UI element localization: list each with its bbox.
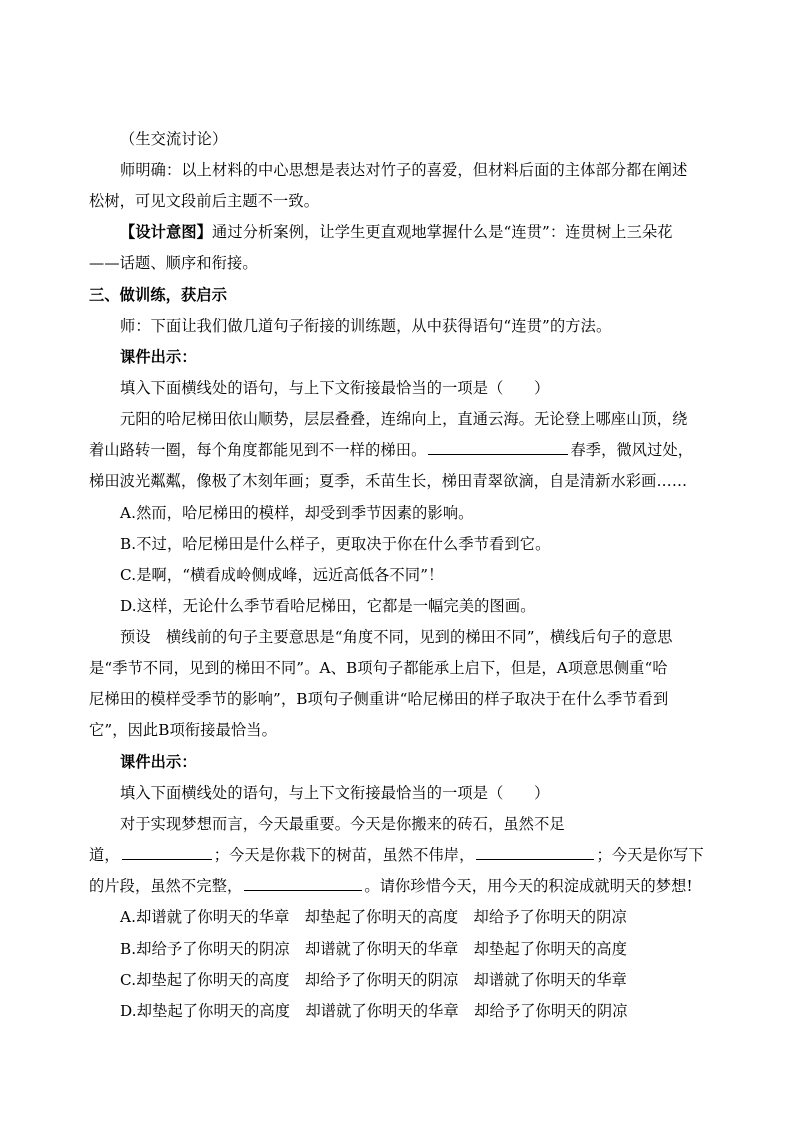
paragraph-line: 松树，可见文段前后主题不一致。 <box>89 192 320 210</box>
text-segment: 着山路转一圈，每个角度都能见到不一样的梯田。 <box>89 441 427 459</box>
courseware-label: 课件出示： <box>120 348 197 366</box>
fill-blank <box>122 845 212 860</box>
paragraph-line: 师明确：以上材料的中心思想是表达对竹子的喜爱，但材料后面的主体部分都在阐述 <box>120 161 688 179</box>
courseware-label: 课件出示： <box>120 753 197 771</box>
fill-blank <box>428 440 568 455</box>
question-prompt: 填入下面横线处的语句，与上下文衔接最恰当的一项是（ ） <box>120 379 550 397</box>
option-b: B.不过，哈尼梯田是什么样子，更取决于你在什么季节看到它。 <box>120 535 551 553</box>
answer-analysis-line: 是“季节不同，见到的梯田不同”。A、B项句子都能承上启下，但是，A项意思侧重“哈 <box>89 659 668 677</box>
fill-blank <box>476 845 594 860</box>
paragraph-line: 对于实现梦想而言，今天最重要。今天是你搬来的砖石，虽然不足 <box>120 815 565 833</box>
fill-blank <box>244 876 362 891</box>
section-heading: 三、做训练，获启示 <box>89 286 228 304</box>
option-c: C.是啊，“横看成岭侧成峰，远近高低各不同”！ <box>120 566 444 584</box>
paragraph-line: 师：下面让我们做几道句子衔接的训练题，从中获得语句“连贯”的方法。 <box>120 317 612 335</box>
text-segment: ；今天是你写下 <box>596 846 704 864</box>
paragraph-line <box>89 440 719 460</box>
answer-analysis-line: 尼梯田的模样受季节的影响”，B项句子侧重讲“哈尼梯田的样子取决于在什么季节看到 <box>89 690 669 708</box>
text-segment: 道， <box>89 846 120 864</box>
paragraph-line: （生交流讨论） <box>120 130 228 148</box>
answer-analysis-line: 预设 横线前的句子主要意思是“角度不同，见到的梯田不同”，横线后句子的意思 <box>120 628 673 646</box>
design-intent-text: 通过分析案例，让学生更直观地掌握什么是“连贯”：连贯树上三朵花 <box>212 223 673 241</box>
option-d: D.却垫起了你明天的高度 却谱就了你明天的华章 却给予了你明天的阴凉 <box>120 1002 628 1020</box>
design-intent-line <box>120 222 750 242</box>
design-intent-label: 【设计意图】 <box>120 223 213 241</box>
paragraph-line: 梯田波光粼粼，像极了木刻年画；夏季，禾苗生长，梯田青翠欲滴，自是清新水彩画…… <box>89 472 688 490</box>
option-a: A.然而，哈尼梯田的模样，却受到季节因素的影响。 <box>120 504 474 522</box>
text-segment: 的片段，虽然不完整， <box>89 877 243 895</box>
option-b: B.却给予了你明天的阴凉 却谱就了你明天的华章 却垫起了你明天的高度 <box>120 940 628 958</box>
paragraph-line <box>89 845 719 865</box>
answer-analysis-line: 它”，因此B项衔接最恰当。 <box>89 721 277 739</box>
text-segment: 。请你珍惜今天，用今天的积淀成就明天的梦想! <box>364 877 693 895</box>
option-c: C.却垫起了你明天的高度 却给予了你明天的阴凉 却谱就了你明天的华章 <box>120 971 628 989</box>
paragraph-line: ——话题、顺序和衔接。 <box>89 254 258 272</box>
text-segment: 春季，微风过处， <box>570 441 694 459</box>
paragraph-line: 元阳的哈尼梯田依山顺势，层层叠叠，连绵向上，直通云海。无论登上哪座山顶，绕 <box>120 410 688 428</box>
question-prompt: 填入下面横线处的语句，与上下文衔接最恰当的一项是（ ） <box>120 784 550 802</box>
paragraph-line <box>89 876 719 896</box>
option-d: D.这样，无论什么季节看哈尼梯田，它都是一幅完美的图画。 <box>120 597 536 615</box>
option-a: A.却谱就了你明天的华章 却垫起了你明天的高度 却给予了你明天的阴凉 <box>120 908 627 926</box>
text-segment: ；今天是你栽下的树苗，虽然不伟岸， <box>213 846 475 864</box>
